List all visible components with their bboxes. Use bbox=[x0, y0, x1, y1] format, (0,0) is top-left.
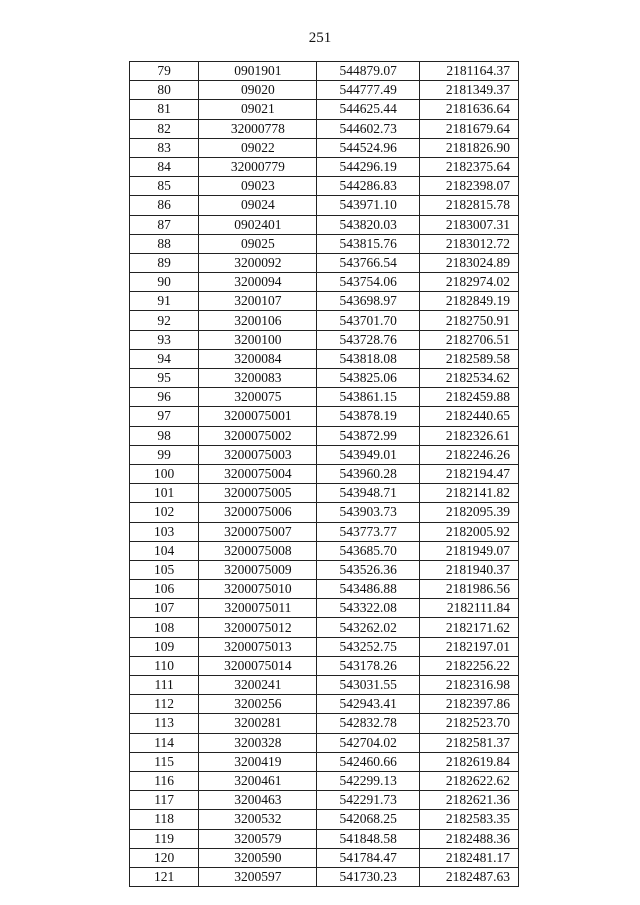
table-row bbox=[130, 81, 519, 100]
x-coordinate-cell: 542299.13 bbox=[317, 771, 420, 790]
y-coordinate-cell: 2182375.64 bbox=[419, 157, 518, 176]
x-coordinate-cell: 543820.03 bbox=[317, 215, 420, 234]
x-coordinate-cell: 543252.75 bbox=[317, 637, 420, 656]
table-row bbox=[130, 503, 519, 522]
x-coordinate-cell: 544524.96 bbox=[317, 138, 420, 157]
point-id-cell: 0902401 bbox=[199, 215, 317, 234]
y-coordinate-cell: 2181679.64 bbox=[419, 119, 518, 138]
x-coordinate-cell: 544296.19 bbox=[317, 157, 420, 176]
x-coordinate-cell: 543526.36 bbox=[317, 560, 420, 579]
point-id-cell: 3200532 bbox=[199, 810, 317, 829]
y-coordinate-cell: 2182534.62 bbox=[419, 369, 518, 388]
y-coordinate-cell: 2182397.86 bbox=[419, 695, 518, 714]
row-index-cell: 120 bbox=[130, 848, 199, 867]
x-coordinate-cell: 542832.78 bbox=[317, 714, 420, 733]
x-coordinate-cell: 543960.28 bbox=[317, 464, 420, 483]
row-index-cell: 118 bbox=[130, 810, 199, 829]
point-id-cell: 3200461 bbox=[199, 771, 317, 790]
y-coordinate-cell: 2182459.88 bbox=[419, 388, 518, 407]
table-row bbox=[130, 810, 519, 829]
y-coordinate-cell: 2182523.70 bbox=[419, 714, 518, 733]
row-index-cell: 119 bbox=[130, 829, 199, 848]
row-index-cell: 113 bbox=[130, 714, 199, 733]
x-coordinate-cell: 542460.66 bbox=[317, 752, 420, 771]
y-coordinate-cell: 2181349.37 bbox=[419, 81, 518, 100]
row-index-cell: 121 bbox=[130, 867, 199, 886]
point-id-cell: 3200100 bbox=[199, 330, 317, 349]
table-row bbox=[130, 234, 519, 253]
table-row bbox=[130, 311, 519, 330]
point-id-cell: 09021 bbox=[199, 100, 317, 119]
point-id-cell: 3200075008 bbox=[199, 541, 317, 560]
x-coordinate-cell: 543861.15 bbox=[317, 388, 420, 407]
point-id-cell: 3200083 bbox=[199, 369, 317, 388]
row-index-cell: 86 bbox=[130, 196, 199, 215]
y-coordinate-cell: 2182849.19 bbox=[419, 292, 518, 311]
row-index-cell: 115 bbox=[130, 752, 199, 771]
table-row bbox=[130, 599, 519, 618]
x-coordinate-cell: 543949.01 bbox=[317, 445, 420, 464]
y-coordinate-cell: 2182619.84 bbox=[419, 752, 518, 771]
point-id-cell: 3200075 bbox=[199, 388, 317, 407]
table-row bbox=[130, 695, 519, 714]
x-coordinate-cell: 543872.99 bbox=[317, 426, 420, 445]
point-id-cell: 3200106 bbox=[199, 311, 317, 330]
point-id-cell: 3200419 bbox=[199, 752, 317, 771]
row-index-cell: 85 bbox=[130, 177, 199, 196]
point-id-cell: 3200075012 bbox=[199, 618, 317, 637]
x-coordinate-cell: 541730.23 bbox=[317, 867, 420, 886]
row-index-cell: 90 bbox=[130, 273, 199, 292]
table-row bbox=[130, 177, 519, 196]
row-index-cell: 97 bbox=[130, 407, 199, 426]
point-id-cell: 3200597 bbox=[199, 867, 317, 886]
x-coordinate-cell: 544777.49 bbox=[317, 81, 420, 100]
y-coordinate-cell: 2181826.90 bbox=[419, 138, 518, 157]
table-row bbox=[130, 407, 519, 426]
x-coordinate-cell: 542291.73 bbox=[317, 791, 420, 810]
table-row bbox=[130, 656, 519, 675]
y-coordinate-cell: 2182440.65 bbox=[419, 407, 518, 426]
x-coordinate-cell: 543701.70 bbox=[317, 311, 420, 330]
y-coordinate-cell: 2182197.01 bbox=[419, 637, 518, 656]
x-coordinate-cell: 541848.58 bbox=[317, 829, 420, 848]
point-id-cell: 3200075005 bbox=[199, 484, 317, 503]
table-row bbox=[130, 292, 519, 311]
row-index-cell: 81 bbox=[130, 100, 199, 119]
x-coordinate-cell: 542068.25 bbox=[317, 810, 420, 829]
y-coordinate-cell: 2182622.62 bbox=[419, 771, 518, 790]
row-index-cell: 106 bbox=[130, 580, 199, 599]
table-row bbox=[130, 752, 519, 771]
y-coordinate-cell: 2182005.92 bbox=[419, 522, 518, 541]
y-coordinate-cell: 2182111.84 bbox=[419, 599, 518, 618]
y-coordinate-cell: 2182581.37 bbox=[419, 733, 518, 752]
row-index-cell: 80 bbox=[130, 81, 199, 100]
y-coordinate-cell: 2182815.78 bbox=[419, 196, 518, 215]
y-coordinate-cell: 2182246.26 bbox=[419, 445, 518, 464]
table-row bbox=[130, 388, 519, 407]
x-coordinate-cell: 543685.70 bbox=[317, 541, 420, 560]
coordinates-table bbox=[129, 61, 519, 887]
x-coordinate-cell: 543815.76 bbox=[317, 234, 420, 253]
point-id-cell: 3200075013 bbox=[199, 637, 317, 656]
row-index-cell: 98 bbox=[130, 426, 199, 445]
y-coordinate-cell: 2182750.91 bbox=[419, 311, 518, 330]
point-id-cell: 3200075002 bbox=[199, 426, 317, 445]
coordinates-table-body bbox=[130, 62, 519, 887]
point-id-cell: 3200092 bbox=[199, 253, 317, 272]
point-id-cell: 3200075010 bbox=[199, 580, 317, 599]
y-coordinate-cell: 2182481.17 bbox=[419, 848, 518, 867]
x-coordinate-cell: 543754.06 bbox=[317, 273, 420, 292]
table-row bbox=[130, 273, 519, 292]
y-coordinate-cell: 2181164.37 bbox=[419, 62, 518, 81]
point-id-cell: 3200094 bbox=[199, 273, 317, 292]
y-coordinate-cell: 2183024.89 bbox=[419, 253, 518, 272]
y-coordinate-cell: 2182589.58 bbox=[419, 349, 518, 368]
x-coordinate-cell: 543728.76 bbox=[317, 330, 420, 349]
y-coordinate-cell: 2182095.39 bbox=[419, 503, 518, 522]
y-coordinate-cell: 2181986.56 bbox=[419, 580, 518, 599]
row-index-cell: 82 bbox=[130, 119, 199, 138]
table-row bbox=[130, 445, 519, 464]
y-coordinate-cell: 2182141.82 bbox=[419, 484, 518, 503]
point-id-cell: 3200075006 bbox=[199, 503, 317, 522]
table-row bbox=[130, 541, 519, 560]
row-index-cell: 87 bbox=[130, 215, 199, 234]
point-id-cell: 09020 bbox=[199, 81, 317, 100]
point-id-cell: 09025 bbox=[199, 234, 317, 253]
point-id-cell: 3200075014 bbox=[199, 656, 317, 675]
table-row bbox=[130, 714, 519, 733]
table-row bbox=[130, 484, 519, 503]
table-row bbox=[130, 618, 519, 637]
table-row bbox=[130, 464, 519, 483]
table-row bbox=[130, 829, 519, 848]
row-index-cell: 102 bbox=[130, 503, 199, 522]
y-coordinate-cell: 2182171.62 bbox=[419, 618, 518, 637]
point-id-cell: 09022 bbox=[199, 138, 317, 157]
point-id-cell: 3200075009 bbox=[199, 560, 317, 579]
y-coordinate-cell: 2181636.64 bbox=[419, 100, 518, 119]
row-index-cell: 94 bbox=[130, 349, 199, 368]
y-coordinate-cell: 2181940.37 bbox=[419, 560, 518, 579]
table-row bbox=[130, 771, 519, 790]
table-row bbox=[130, 369, 519, 388]
point-id-cell: 3200075003 bbox=[199, 445, 317, 464]
row-index-cell: 114 bbox=[130, 733, 199, 752]
y-coordinate-cell: 2182706.51 bbox=[419, 330, 518, 349]
row-index-cell: 108 bbox=[130, 618, 199, 637]
row-index-cell: 79 bbox=[130, 62, 199, 81]
point-id-cell: 09024 bbox=[199, 196, 317, 215]
row-index-cell: 83 bbox=[130, 138, 199, 157]
point-id-cell: 3200590 bbox=[199, 848, 317, 867]
point-id-cell: 32000778 bbox=[199, 119, 317, 138]
row-index-cell: 92 bbox=[130, 311, 199, 330]
x-coordinate-cell: 543322.08 bbox=[317, 599, 420, 618]
x-coordinate-cell: 543903.73 bbox=[317, 503, 420, 522]
point-id-cell: 3200075001 bbox=[199, 407, 317, 426]
row-index-cell: 110 bbox=[130, 656, 199, 675]
x-coordinate-cell: 544625.44 bbox=[317, 100, 420, 119]
point-id-cell: 3200075007 bbox=[199, 522, 317, 541]
x-coordinate-cell: 543486.88 bbox=[317, 580, 420, 599]
table-row bbox=[130, 560, 519, 579]
table-row bbox=[130, 637, 519, 656]
point-id-cell: 3200328 bbox=[199, 733, 317, 752]
table-row bbox=[130, 196, 519, 215]
y-coordinate-cell: 2181949.07 bbox=[419, 541, 518, 560]
row-index-cell: 111 bbox=[130, 676, 199, 695]
row-index-cell: 91 bbox=[130, 292, 199, 311]
y-coordinate-cell: 2183007.31 bbox=[419, 215, 518, 234]
table-row bbox=[130, 138, 519, 157]
x-coordinate-cell: 542943.41 bbox=[317, 695, 420, 714]
point-id-cell: 3200084 bbox=[199, 349, 317, 368]
table-row bbox=[130, 426, 519, 445]
row-index-cell: 95 bbox=[130, 369, 199, 388]
point-id-cell: 3200256 bbox=[199, 695, 317, 714]
y-coordinate-cell: 2182398.07 bbox=[419, 177, 518, 196]
row-index-cell: 93 bbox=[130, 330, 199, 349]
row-index-cell: 109 bbox=[130, 637, 199, 656]
x-coordinate-cell: 543825.06 bbox=[317, 369, 420, 388]
y-coordinate-cell: 2182621.36 bbox=[419, 791, 518, 810]
point-id-cell: 3200241 bbox=[199, 676, 317, 695]
x-coordinate-cell: 543773.77 bbox=[317, 522, 420, 541]
point-id-cell: 3200107 bbox=[199, 292, 317, 311]
x-coordinate-cell: 541784.47 bbox=[317, 848, 420, 867]
row-index-cell: 101 bbox=[130, 484, 199, 503]
x-coordinate-cell: 543178.26 bbox=[317, 656, 420, 675]
y-coordinate-cell: 2182487.63 bbox=[419, 867, 518, 886]
y-coordinate-cell: 2183012.72 bbox=[419, 234, 518, 253]
table-row bbox=[130, 867, 519, 886]
table-row bbox=[130, 580, 519, 599]
y-coordinate-cell: 2182326.61 bbox=[419, 426, 518, 445]
x-coordinate-cell: 544879.07 bbox=[317, 62, 420, 81]
point-id-cell: 32000779 bbox=[199, 157, 317, 176]
point-id-cell: 0901901 bbox=[199, 62, 317, 81]
row-index-cell: 89 bbox=[130, 253, 199, 272]
point-id-cell: 3200075011 bbox=[199, 599, 317, 618]
table-row bbox=[130, 676, 519, 695]
table-row bbox=[130, 157, 519, 176]
x-coordinate-cell: 543031.55 bbox=[317, 676, 420, 695]
x-coordinate-cell: 543766.54 bbox=[317, 253, 420, 272]
row-index-cell: 84 bbox=[130, 157, 199, 176]
row-index-cell: 107 bbox=[130, 599, 199, 618]
y-coordinate-cell: 2182488.36 bbox=[419, 829, 518, 848]
x-coordinate-cell: 543818.08 bbox=[317, 349, 420, 368]
x-coordinate-cell: 543262.02 bbox=[317, 618, 420, 637]
x-coordinate-cell: 543948.71 bbox=[317, 484, 420, 503]
row-index-cell: 103 bbox=[130, 522, 199, 541]
table-row bbox=[130, 330, 519, 349]
page-number: 251 bbox=[308, 30, 332, 46]
table-row bbox=[130, 215, 519, 234]
table-row bbox=[130, 791, 519, 810]
y-coordinate-cell: 2182974.02 bbox=[419, 273, 518, 292]
point-id-cell: 3200075004 bbox=[199, 464, 317, 483]
table-row bbox=[130, 100, 519, 119]
y-coordinate-cell: 2182194.47 bbox=[419, 464, 518, 483]
x-coordinate-cell: 542704.02 bbox=[317, 733, 420, 752]
y-coordinate-cell: 2182583.35 bbox=[419, 810, 518, 829]
x-coordinate-cell: 544602.73 bbox=[317, 119, 420, 138]
row-index-cell: 88 bbox=[130, 234, 199, 253]
row-index-cell: 116 bbox=[130, 771, 199, 790]
row-index-cell: 117 bbox=[130, 791, 199, 810]
table-row bbox=[130, 733, 519, 752]
x-coordinate-cell: 543698.97 bbox=[317, 292, 420, 311]
table-row bbox=[130, 119, 519, 138]
table-row bbox=[130, 522, 519, 541]
row-index-cell: 100 bbox=[130, 464, 199, 483]
point-id-cell: 3200281 bbox=[199, 714, 317, 733]
table-row bbox=[130, 253, 519, 272]
x-coordinate-cell: 543878.19 bbox=[317, 407, 420, 426]
row-index-cell: 99 bbox=[130, 445, 199, 464]
y-coordinate-cell: 2182316.98 bbox=[419, 676, 518, 695]
table-row bbox=[130, 349, 519, 368]
row-index-cell: 96 bbox=[130, 388, 199, 407]
row-index-cell: 104 bbox=[130, 541, 199, 560]
table-row bbox=[130, 62, 519, 81]
table-row bbox=[130, 848, 519, 867]
y-coordinate-cell: 2182256.22 bbox=[419, 656, 518, 675]
x-coordinate-cell: 543971.10 bbox=[317, 196, 420, 215]
point-id-cell: 3200579 bbox=[199, 829, 317, 848]
point-id-cell: 09023 bbox=[199, 177, 317, 196]
point-id-cell: 3200463 bbox=[199, 791, 317, 810]
row-index-cell: 112 bbox=[130, 695, 199, 714]
row-index-cell: 105 bbox=[130, 560, 199, 579]
x-coordinate-cell: 544286.83 bbox=[317, 177, 420, 196]
